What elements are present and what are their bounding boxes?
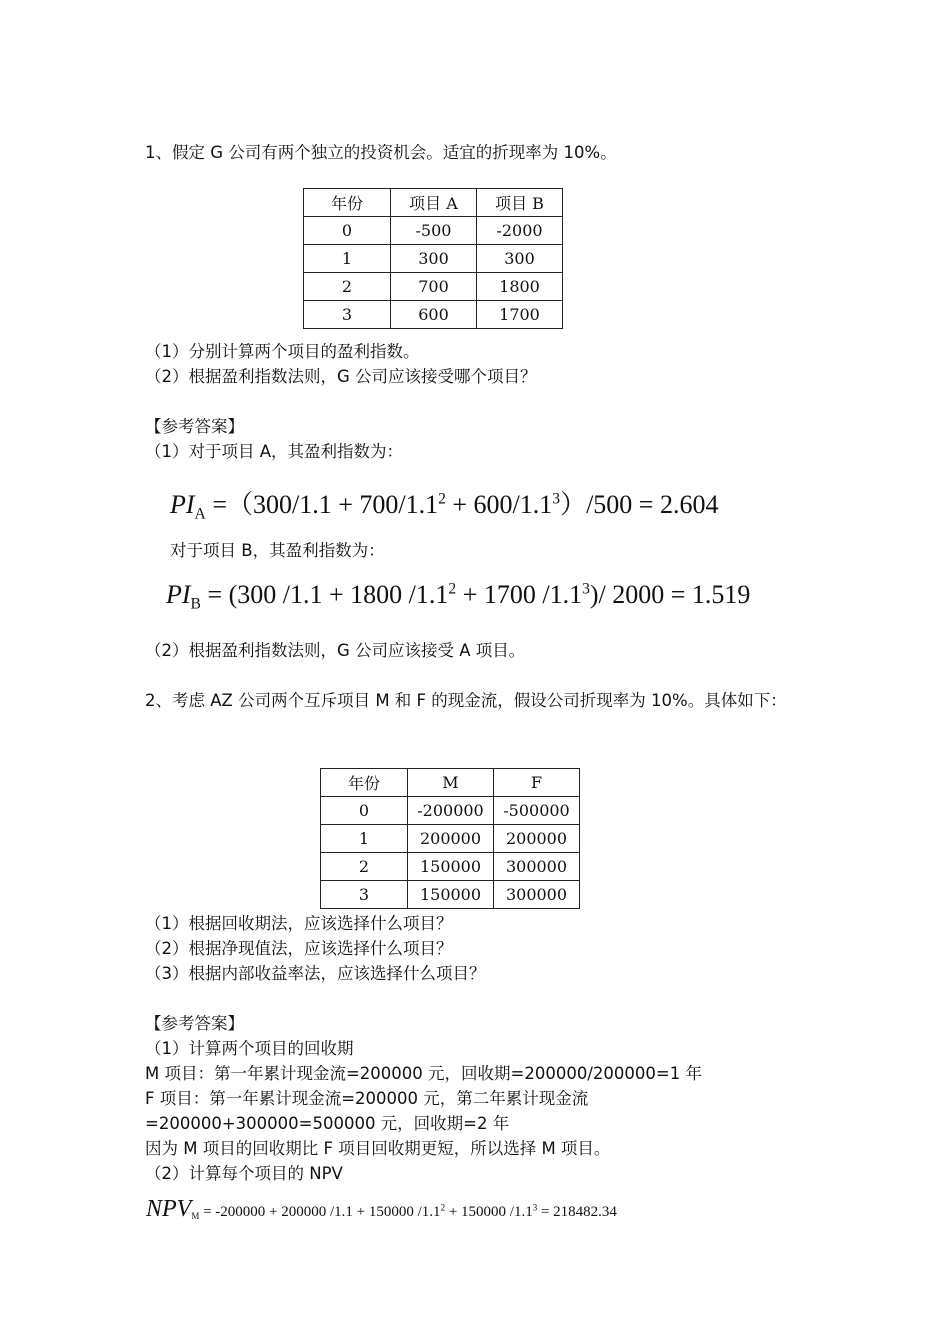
q2-sub-question-1: （1）根据回收期法，应该选择什么项目？: [145, 914, 453, 933]
table-row: [321, 797, 580, 825]
subscript: A: [194, 505, 206, 523]
table-header-row: [304, 189, 563, 217]
q2-f-payback-line-1: F 项目：第一年累计现金流=200000 元，第二年累计现金流: [145, 1089, 589, 1108]
subscript: B: [190, 595, 201, 613]
equation-text: + 150000 /1.1: [445, 1204, 533, 1220]
header-cell: M: [408, 769, 494, 797]
table-cell: 0: [304, 217, 391, 245]
table-cell: 300: [391, 245, 477, 273]
equation-text: = 218482.34: [537, 1204, 617, 1220]
q2-answer-1: （1）计算两个项目的回收期: [145, 1039, 354, 1058]
equation-text: = (300 /1.1 + 1800 /1.1: [200, 580, 449, 609]
q2-title: 2、考虑 AZ 公司两个互斥项目 M 和 F 的现金流，假设公司折现率为 10%。具体如下：: [145, 691, 787, 710]
header-cell: 项目 B: [477, 189, 563, 217]
header-cell: 年份: [304, 189, 391, 217]
q2-answer-2: （2）计算每个项目的 NPV: [145, 1164, 343, 1183]
equation-text: =（300/1.1 + 700/1.1: [205, 490, 439, 519]
table-row: [304, 273, 563, 301]
exponent: 3: [532, 1202, 538, 1213]
q2-payback-conclusion: 因为 M 项目的回收期比 F 项目回收期更短，所以选择 M 项目。: [145, 1139, 611, 1158]
q1-sub-question-2: （2）根据盈利指数法则，G 公司应该接受哪个项目？: [145, 367, 537, 386]
exponent: 3: [552, 490, 561, 508]
table-cell: 700: [391, 273, 477, 301]
subscript: M: [191, 1211, 200, 1222]
pi-symbol: PI: [170, 490, 195, 519]
header-cell: F: [494, 769, 580, 797]
table-cell: 600: [391, 301, 477, 329]
q2-m-payback-line: M 项目：第一年累计现金流=200000 元，回收期=200000/200000=1 年: [145, 1064, 702, 1083]
table-cell: 1: [304, 245, 391, 273]
table-row: [304, 245, 563, 273]
q2-sub-question-2: （2）根据净现值法，应该选择什么项目？: [145, 939, 453, 958]
q1-answer-b-intro: 对于项目 B，其盈利指数为：: [170, 541, 385, 560]
exponent: 2: [448, 580, 457, 598]
table-cell: 200000: [494, 825, 580, 853]
header-cell: 年份: [321, 769, 408, 797]
table-cell: 300: [477, 245, 563, 273]
exponent: 3: [582, 580, 590, 598]
table-row: [321, 825, 580, 853]
table-row: [304, 301, 563, 329]
equation-text: )/ 2000 = 1.519: [589, 580, 751, 609]
q2-sub-question-3: （3）根据内部收益率法，应该选择什么项目？: [145, 964, 486, 983]
header-cell: 项目 A: [391, 189, 477, 217]
q2-f-payback-line-2: =200000+300000=500000 元，回收期=2 年: [145, 1114, 510, 1133]
exponent: 2: [440, 1202, 446, 1213]
q2-cashflow-table: [320, 768, 580, 909]
table-cell: 300000: [494, 853, 580, 881]
equation-text: + 1700 /1.1: [456, 580, 583, 609]
table-header-row: [321, 769, 580, 797]
q1-answer-header: 【参考答案】: [145, 417, 244, 436]
table-row: [321, 881, 580, 909]
table-row: [304, 217, 563, 245]
pi-b-equation: [166, 580, 750, 613]
q1-answer-2: （2）根据盈利指数法则，G 公司应该接受 A 项目。: [145, 641, 526, 660]
q2-answer-header: 【参考答案】: [145, 1014, 244, 1033]
table-cell: 2: [321, 853, 408, 881]
table-cell: 150000: [408, 881, 494, 909]
equation-text: ）/500 = 2.604: [560, 490, 719, 519]
table-cell: 200000: [408, 825, 494, 853]
q1-sub-question-1: （1）分别计算两个项目的盈利指数。: [145, 342, 420, 361]
table-cell: 3: [321, 881, 408, 909]
table-cell: 2: [304, 273, 391, 301]
table-cell: -200000: [408, 797, 494, 825]
table-cell: -500000: [494, 797, 580, 825]
npv-m-equation: [146, 1196, 617, 1223]
table-cell: 1700: [477, 301, 563, 329]
pi-a-equation: [170, 484, 718, 523]
equation-text: = -200000 + 200000 /1.1 + 150000 /1.1: [199, 1204, 441, 1220]
q1-cashflow-table: [303, 188, 563, 329]
exponent: 2: [438, 490, 446, 508]
table-cell: 1: [321, 825, 408, 853]
table-cell: -500: [391, 217, 477, 245]
q1-title: 1、假定 G 公司有两个独立的投资机会。适宜的折现率为 10%。: [145, 143, 617, 162]
npv-symbol: NPV: [146, 1196, 192, 1222]
table-cell: 1800: [477, 273, 563, 301]
table-cell: 300000: [494, 881, 580, 909]
table-cell: 150000: [408, 853, 494, 881]
table-row: [321, 853, 580, 881]
pi-symbol: PI: [166, 580, 191, 609]
table-cell: -2000: [477, 217, 563, 245]
equation-text: + 600/1.1: [445, 490, 553, 519]
table-cell: 3: [304, 301, 391, 329]
q1-answer-1: （1）对于项目 A，其盈利指数为：: [145, 442, 404, 461]
table-cell: 0: [321, 797, 408, 825]
